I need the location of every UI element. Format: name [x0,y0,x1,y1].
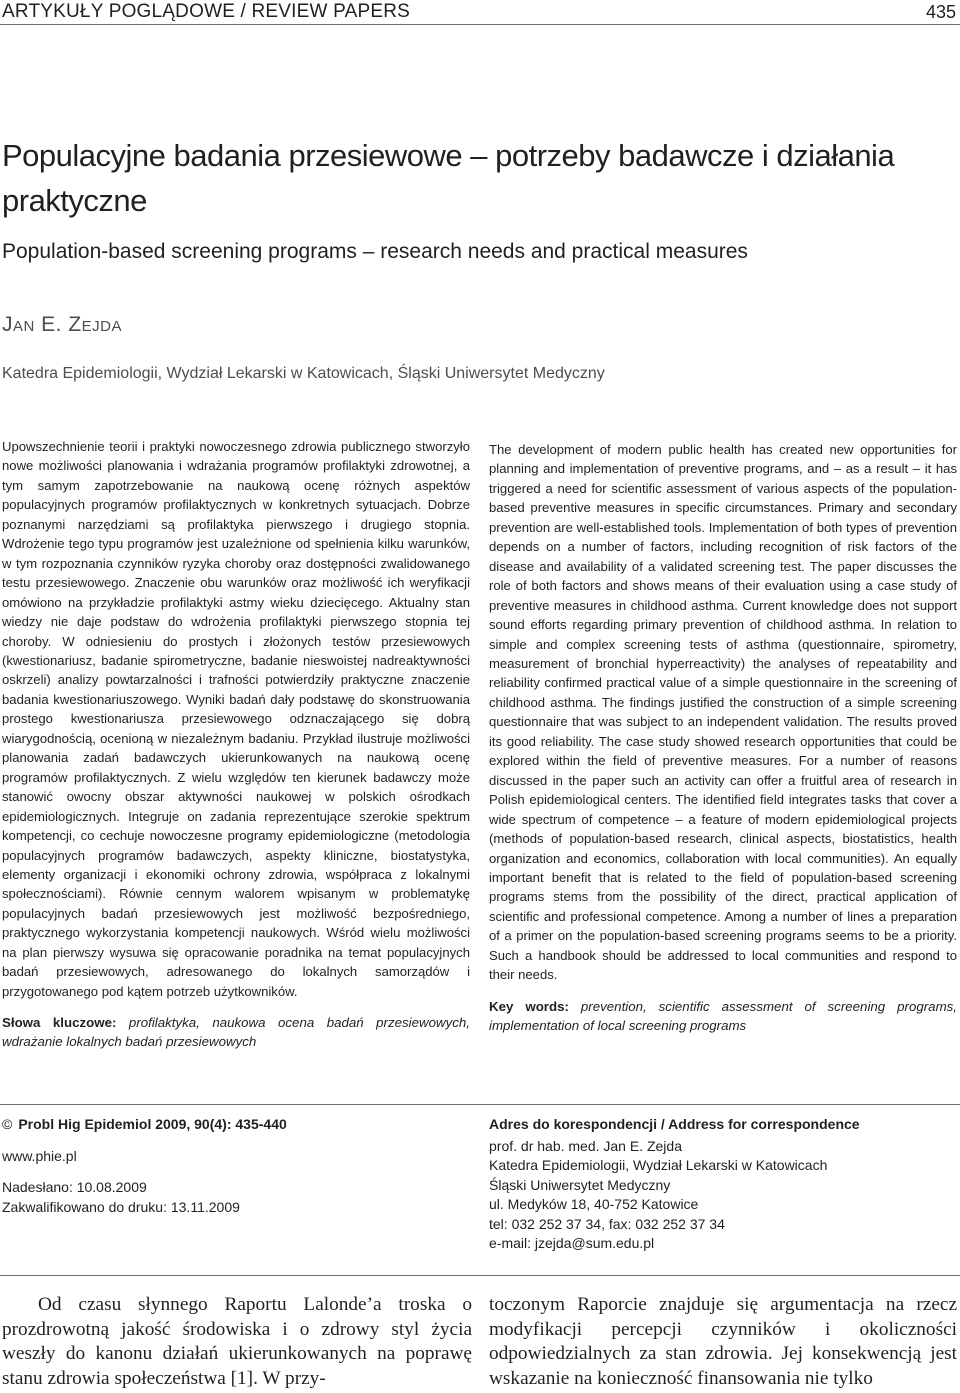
abstract-english: The development of modern public health has created new opportunities for planning and implementation of preventive programs, and – as a result – it has triggered a need for scientific assessment of various aspects of the population-based preventive measures in specific circumstances. Primary and secondary prevention are well-established tools. Implementation of both types of prevention depends on a number of factors, including recognition of risk factors of the disease and availability of a validated screening test. The paper discusses the role of both factors and shows means of their evaluation using a case study of preventive measures in childhood asthma. Current knowledge does not support sound efforts regarding primary prevention of childhood asthma. In relation to simple and complex screening tests of asthma (questionnaire, spirometry, measurement of bronchial hyperreactivity) the analyses of repeatability and reliability confirmed practical value of a simple questionnaire in the screening of childhood asthma. The findings justified the construction of a simple screening questionnaire that was subject to an independent validation. The results proved its good reliability. The case study showed research opportunities that could be explored within the field of preventive measures. For a number of reasons discussed in the paper such an activity can offer a fruitful area of research in Polish epidemiological centers. The identified field integrates tasks that cover a wide spectrum of competence – a feature of modern epidemiological projects (methods of population-based research, clinical aspects, biostatistics, health organization and economics, collaboration with local communities). An equally important benefit that is related to the field of population-based screening programs stems from the possibility of the direct, practical application of scientific and professional competence. Among a number of lines a preparation of a primer on the population-based screening programs seems to be a priority. Such a handbook should be addressed to local communities and respond to their needs. [489,442,957,983]
running-header [0,0,960,25]
keywords-text: profilaktyka, naukowa ocena badań przesiewowych, wdrażanie lokalnych badań przesiewowych [2,1015,470,1050]
correspondence-university: Śląski Uniwersytet Medyczny [489,1176,671,1193]
correspondence-street: ul. Medyków 18, 40-752 Katowice [489,1196,699,1212]
accepted-date: Zakwalifikowano do druku: 13.11.2009 [2,1198,240,1215]
keywords-polish [2,1013,470,1051]
citation-block [2,1115,472,1217]
correspondence-block [489,1115,957,1254]
title-english: Population-based screening programs – research needs and practical measures [2,240,748,263]
author-affiliation: Katedra Epidemiologii, Wydział Lekarski w Katowicach, Śląski Uniwersytet Medyczny [2,365,605,382]
journal-citation [2,1115,472,1135]
keywords-label: Słowa kluczowe: [2,1015,117,1031]
correspondence-department: Katedra Epidemiologii, Wydział Lekarski w Katowicach [489,1157,828,1173]
abstract-polish: Upowszechnienie teorii i praktyki nowoczesnego zdrowia publicznego stworzyło nowe możliwości planowania i wdrażania programów profilaktyki zdrowotnej, a tym samym zapotrzebowanie na naukową ocenę różnych aspektów populacyjnych programów profilaktycznych w konkretnych sytuacjach. Dobrze poznanymi narzędziami są profilaktyka pierwszego i drugiego stopnia. Wdrożenie tego typu programów jest uzależnione od spełnienia kilku warunków, w tym rozpoznania czynników ryzyka choroby oraz dostępności zwalidowanego testu przesiewowego. Znaczenie obu warunków oraz możliwość ich weryfikacji omówiono na przykładzie profilaktyki astmy wieku dziecięcego. Aktualny stan wiedzy nie daje podstaw do wdrożenia profilaktyki pierwszego stopnia tej choroby. W odniesieniu do prostych i złożonych testów przesiewowych (kwestionariusz, badanie spirometryczne, badanie nieswoistej nadreaktywności oskrzeli) analizy powtarzalności i trafności potwierdziły praktyczne znaczenie badania kwestionariuszowego. Wyniki badań dały podstawę do skonstruowania prostego kwestionariusza przesiewowego odznaczającego się dobrą wiarygodnością, ocenioną w niezależnym badaniu. Przykład ilustruje możliwości planowania zadań badawczych ukierunkowanych na naukową ocenę programów profilaktycznych. Z wielu względów ten kierunek badawczy może stanowić owocny obszar aktywności naukowej w polskich ośrodkach epidemiologicznych. Integruje on zadania reprezentujące szerokie spektrum kompetencji, co cechuje nowoczesne programy epidemiologiczne (metodologia populacyjnych programów badawczych, aspekty kliniczne, biostatystyka, elementy organizacji i ekonomiki ochrony zdrowia, współpraca z lokalnymi społecznościami). Równie cennym walorem wpisanym w problematykę populacyjnych badań przesiewowych jest możliwość bezpośredniego, praktycznego wykorzystania kompetencji naukowych. Wśród wielu możliwości na plan pierwszy wysuwa się opracowanie poradnika na temat populacyjnych badań przesiewowych, adresowanego do lokalnych samorządów i przygotowanego pod kątem potrzeb użytkowników. [2,439,470,999]
copyright-symbol: © [2,1116,13,1132]
correspondence-heading: Adres do korespondencji / Address for correspondence [489,1116,860,1132]
divider-lower [0,1275,960,1276]
correspondence-name: prof. dr hab. med. Jan E. Zejda [489,1137,682,1154]
title-polish: Populacyjne badania przesiewowe – potrzeby badawcze i działania praktyczne [2,138,895,218]
body-paragraph: toczonym Raporcie znajduje się argumentacja na rzecz modyfikacji percepcji czynników i okoliczności odpowiedzialnych za stan zdrowia. Jej konsekwencją jest wskazanie na konieczność finansowania nie tylko [489,1294,957,1389]
journal-reference: Probl Hig Epidemiol 2009, 90(4): 435-440 [18,1116,287,1132]
body-text-right [489,1293,957,1391]
keywords-label: Key words: [489,998,569,1014]
page-number: 435 [925,2,956,22]
received-date: Nadesłano: 10.08.2009 [2,1179,147,1195]
correspondence-email[interactable]: e-mail: jzejda@sum.edu.pl [489,1235,655,1251]
divider-upper [0,1104,960,1105]
journal-website[interactable]: www.phie.pl [2,1147,77,1164]
body-paragraph: Od czasu słynnego Raportu Lalonde’a troska o prozdrowotną jakość środowiska i o zdrowy styl życia weszły do kanonu działań ukierunkowanych na poprawę stanu zdrowia społeczeństwa [1]. W przy- [2,1294,472,1389]
correspondence-phone: tel: 032 252 37 34, fax: 032 252 37 34 [489,1215,725,1232]
body-text-left [2,1293,472,1391]
abstract-polish-column [2,437,470,1051]
abstract-english-column [489,440,957,1035]
section-label: ARTYKUŁY POGLĄDOWE / REVIEW PAPERS [2,1,411,22]
keywords-text: prevention, scientific assessment of screening programs, implementation of local screening programs [489,998,957,1033]
keywords-english [489,997,957,1035]
author-name: Jan E. Zejda [2,313,123,336]
